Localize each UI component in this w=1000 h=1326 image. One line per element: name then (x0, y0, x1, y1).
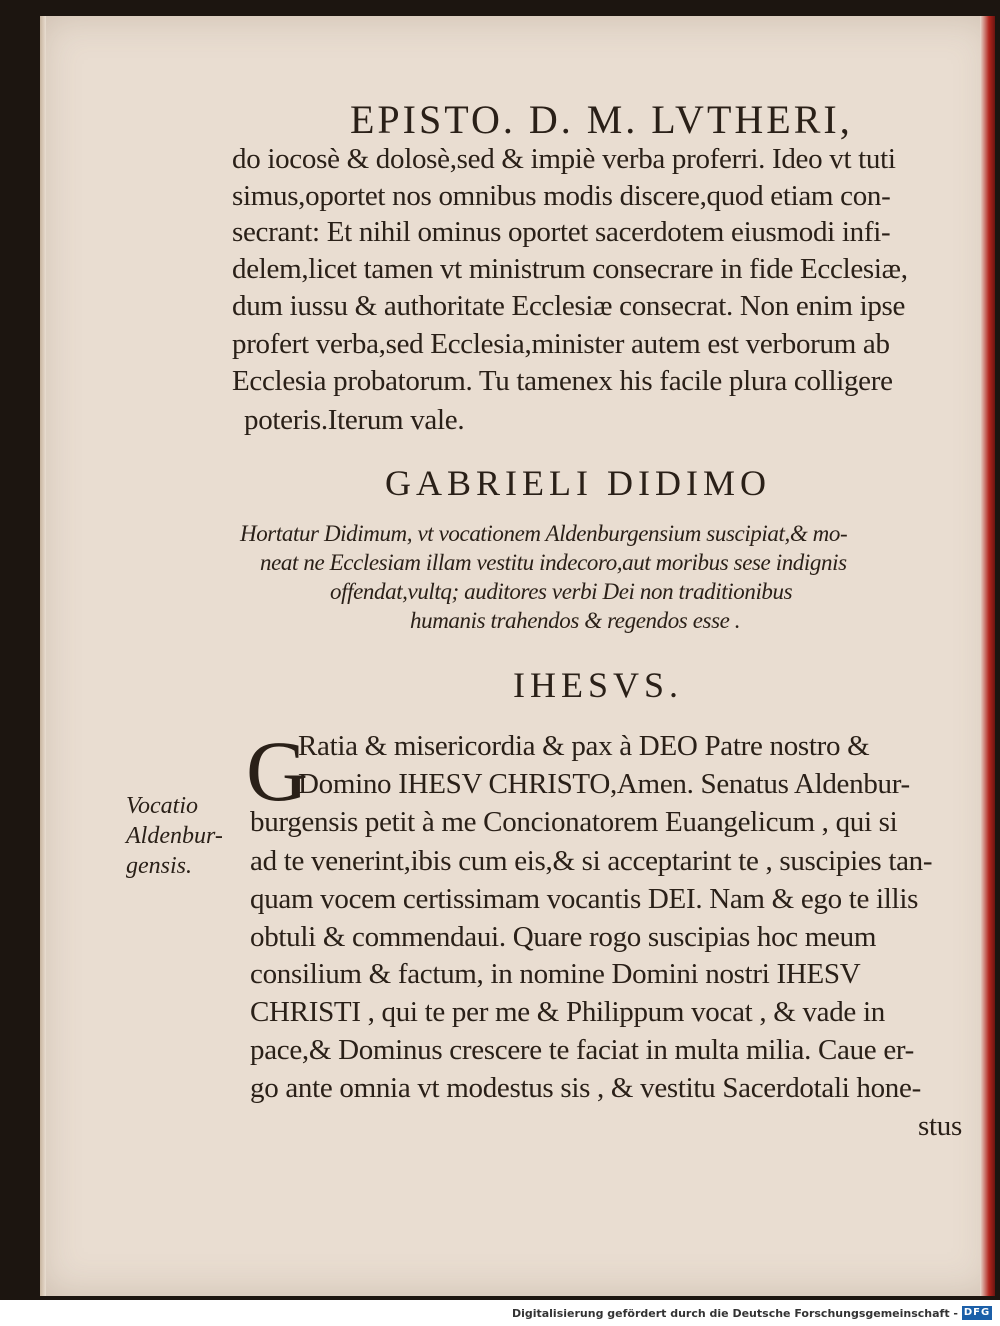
summary-line: humanis trahendos & regendos esse . (410, 608, 741, 633)
body-line: dum iussu & authoritate Ecclesiæ consecrat. Non enim ipse (232, 290, 906, 322)
letter-line: Ratia & misericordia & pax à DEO Patre nostro & (298, 730, 870, 762)
running-head: EPISTO. D. M. LVTHERI, (350, 97, 853, 142)
letter-line: obtuli & commendaui. Quare rogo suscipias hoc meum (250, 921, 877, 953)
footer-credit: Digitalisierung gefördert durch die Deutsche Forschungsgemeinschaft - (511, 1307, 958, 1320)
letter-line: burgensis petit à me Concionatorem Euangelicum , qui si (250, 806, 898, 838)
drop-capital: G (246, 723, 309, 819)
summary-line: offendat,vultq; auditores verbi Dei non traditionibus (330, 579, 793, 604)
letter-line: go ante omnia vt modestus sis , & vestitu Sacerdotali hone- (250, 1072, 921, 1104)
body-line: profert verba,sed Ecclesia,minister autem est verborum ab (232, 328, 890, 360)
page-gutter-shadow (40, 16, 46, 1296)
dfg-logo-icon: DFG (963, 1307, 991, 1318)
section-heading-gabrieli: GABRIELI DIDIMO (385, 463, 771, 503)
body-line: do iocosè & dolosè,sed & impiè verba proferri. Ideo vt tuti (232, 143, 896, 175)
body-line: simus,oportet nos omnibus modis discere,quod etiam con- (232, 180, 891, 212)
body-line: Ecclesia probatorum. Tu tamenex his facile plura colligere (232, 365, 893, 397)
page-fore-edge (980, 16, 995, 1296)
letter-line: consilium & factum, in nomine Domini nostri IHESV (250, 958, 861, 990)
catchword: stus (918, 1110, 962, 1142)
body-line: secrant: Et nihil ominus oportet sacerdotem eiusmodi infi- (232, 216, 891, 248)
letter-line: Domino IHESV CHRISTO,Amen. Senatus Aldenbur- (298, 768, 910, 800)
marginal-note-line: gensis. (126, 853, 192, 879)
letter-line: CHRISTI , qui te per me & Philippum vocat , & vade in (250, 996, 885, 1028)
marginal-note-line: Vocatio (126, 793, 198, 819)
body-line: delem,licet tamen vt ministrum consecrare in fide Ecclesiæ, (232, 253, 908, 285)
letter-line: quam vocem certissimam vocantis DEI. Nam & ego te illis (250, 883, 919, 915)
marginal-note-line: Aldenbur- (126, 823, 223, 849)
letter-line: ad te venerint,ibis cum eis,& si acceptarint te , suscipies tan- (250, 845, 933, 877)
summary-line: neat ne Ecclesiam illam vestitu indecoro,aut moribus sese indignis (260, 550, 847, 575)
letter-line: pace,& Dominus crescere te faciat in multa milia. Caue er- (250, 1034, 915, 1066)
body-line: poteris.Iterum vale. (244, 404, 465, 436)
section-heading-ihesus: IHESVS. (513, 665, 684, 705)
summary-line: Hortatur Didimum, vt vocationem Aldenburgensium suscipiat,& mo- (240, 521, 848, 546)
